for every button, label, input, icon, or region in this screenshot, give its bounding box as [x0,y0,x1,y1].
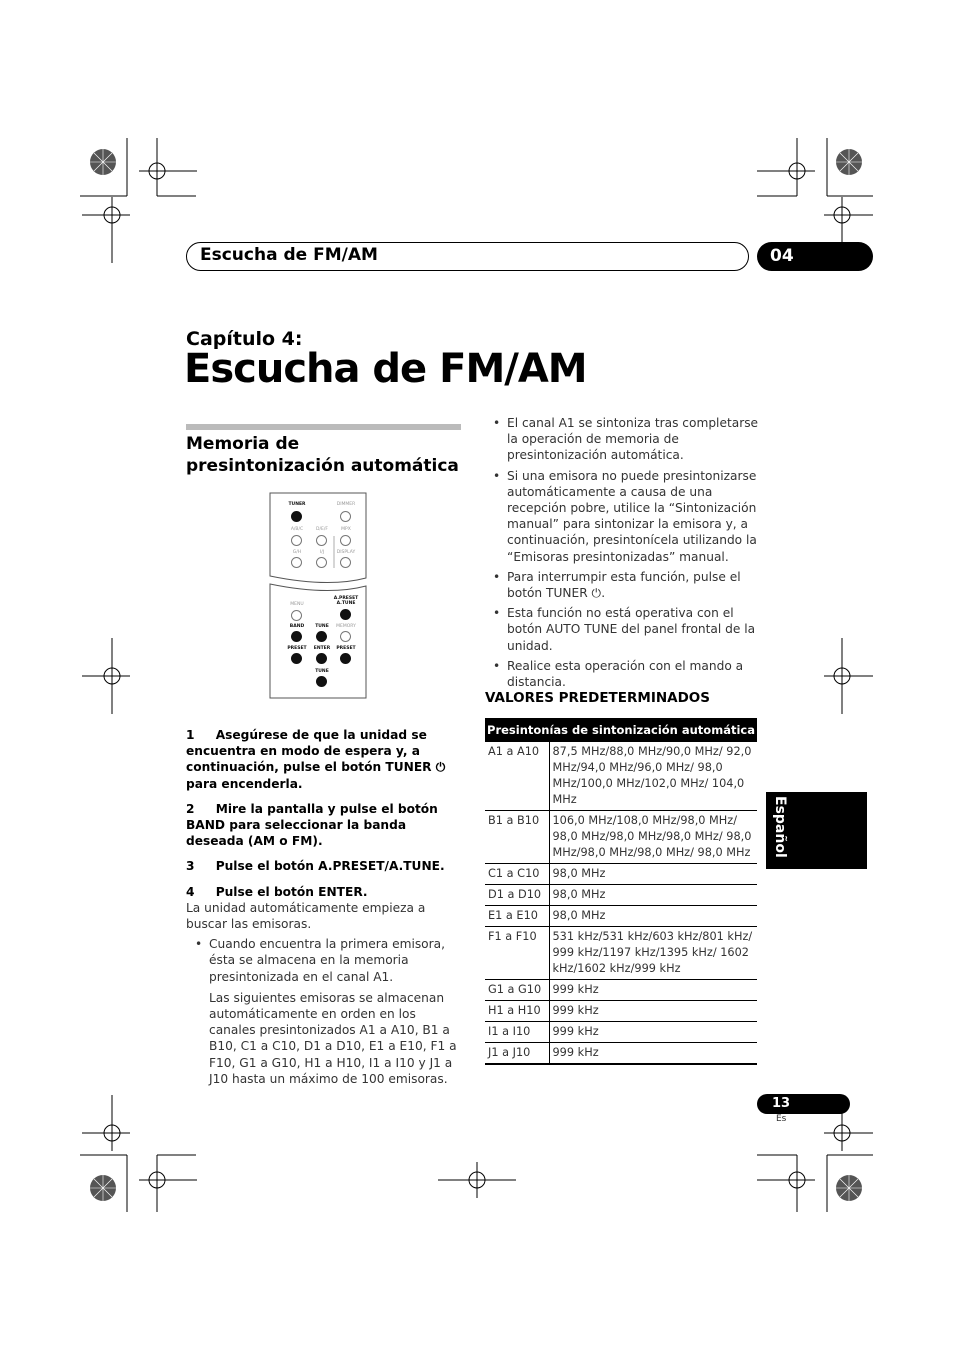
abc-button [291,535,302,546]
note-item: • Si una emisora no puede presintonizarse automáticamente a causa de una recepción pobre, utilice la “Sintonización manual” para sintonizar la emisora y, a continuación, presintonícela utilizando la “Emisoras presintonizadas” manual. [493,468,761,565]
preset-values: 98,0 MHz [549,906,757,927]
preset-range: A1 a A10 [485,742,549,811]
tune-up-button [316,631,327,642]
table-row [485,906,757,927]
remote-label: MENU [290,602,304,607]
preset-values: 106,0 MHz/108,0 MHz/98,0 MHz/ 98,0 MHz/98,0 MHz/98,0 MHz/ 98,0 MHz/98,0 MHz/98,0 MHz/ 98,0 MHz [549,811,757,864]
tuner-power-button [291,511,302,522]
table-row [485,864,757,885]
chapter-number-badge: 04 [757,242,873,271]
remote-label: I/J [319,550,325,555]
preset-values: 999 kHz [549,1001,757,1022]
chapter-label: Capítulo 4: [186,328,303,350]
preset-range: I1 a I10 [485,1022,549,1043]
step-4-bullet: • Cuando encuentra la primera emisora, ésta se almacena en la memoria presintonizada en el canal A1. [195,936,462,985]
gh-button [291,557,302,568]
table-row [485,811,757,864]
table-row [485,885,757,906]
preset-range: J1 a J10 [485,1043,549,1065]
display-button [340,557,351,568]
preset-range: H1 a H10 [485,1001,549,1022]
defaults-title: VALORES PREDETERMINADOS [485,690,710,706]
preset-range: G1 a G10 [485,980,549,1001]
table-row [485,1022,757,1043]
step-4-body: La unidad automáticamente empieza a buscar las emisoras. [186,900,426,932]
section-title: Memoria de presintonización automática [186,434,459,476]
table-row [485,1043,757,1065]
preset-right-button [340,653,351,664]
table-row [485,1001,757,1022]
remote-label: TUNE [315,669,329,674]
remote-label: A.PRESET A.TUNE [333,596,359,606]
section-rule [186,424,461,430]
remote-label: DIMMER [336,502,356,507]
remote-label: PRESET [287,646,307,651]
preset-range: F1 a F10 [485,927,549,980]
preset-range: C1 a C10 [485,864,549,885]
remote-label: A/B/C [290,527,304,532]
mpx-button [340,535,351,546]
preset-values: 87,5 MHz/88,0 MHz/90,0 MHz/ 92,0 MHz/94,0 MHz/96,0 MHz/ 98,0 MHz/100,0 MHz/102,0 MHz/ 104,0 MHz [549,742,757,811]
preset-values: 999 kHz [549,980,757,1001]
step-1: 1 Asegúrese de que la unidad se encuentra en modo de espera y, a continuación, pulse el botón TUNER ⏻ para encenderla. [186,728,446,791]
steps-column [186,727,462,1087]
page-language-code: Es [776,1114,787,1124]
remote-label: TUNER [288,502,306,507]
remote-label: TUNE [315,624,329,629]
preset-values: 531 kHz/531 kHz/603 kHz/801 kHz/ 999 kHz/1197 kHz/1395 kHz/ 1602 kHz/1602 kHz/999 kHz [549,927,757,980]
remote-label: DISPLAY [336,550,356,555]
preset-range: E1 a E10 [485,906,549,927]
notes-list [493,415,761,690]
def-button [316,535,327,546]
remote-label: D/E/F [316,527,328,532]
note-item: • Esta función no está operativa con el botón AUTO TUNE del panel frontal de la unidad. [493,605,761,654]
step-4-note: Las siguientes emisoras se almacenan automáticamente en orden en los canales presintonizados A1 a A10, B1 a B10, C1 a C10, D1 a D10, E1 a E10, F1 a F10, G1 a G10, H1 a H10, I1 a I10 y J1 a J10 hasta un máximo de 100 emisoras. [209,990,457,1086]
preset-left-button [291,653,302,664]
preset-values: 999 kHz [549,1022,757,1043]
tune-down-button [316,676,327,687]
note-item: • El canal A1 se sintoniza tras completarse la operación de memoria de presintonización automática. [493,415,761,464]
page-number: 13 [757,1094,850,1114]
language-tab-label: Español [772,796,788,858]
remote-label: PRESET [336,646,356,651]
table-row [485,980,757,1001]
table-header: Presintonías de sintonización automática [485,718,757,742]
table-row [485,927,757,980]
note-item: • Para interrumpir esta función, pulse el botón TUNER ⏻. [493,569,761,601]
table-row [485,742,757,811]
preset-range: B1 a B10 [485,811,549,864]
step-3: 3 Pulse el botón A.PRESET/A.TUNE. [186,859,445,874]
memory-button [340,631,351,642]
menu-button [291,610,302,621]
remote-label: G/H [292,550,302,555]
enter-button [316,653,327,664]
preset-values: 98,0 MHz [549,885,757,906]
remote-label: ENTER [313,646,331,651]
presets-table [485,718,757,1065]
preset-values: 98,0 MHz [549,864,757,885]
preset-values: 999 kHz [549,1043,757,1065]
chapter-title: Escucha de FM/AM [184,346,587,392]
remote-label: MEMORY [336,624,356,629]
remote-label: BAND [289,624,305,629]
preset-range: D1 a D10 [485,885,549,906]
header-title: Escucha de FM/AM [200,245,378,265]
remote-label: MPX [341,527,351,532]
note-item: • Realice esta operación con el mando a distancia. [493,658,761,690]
step-4: 4 Pulse el botón ENTER. [186,884,368,899]
ij-button [316,557,327,568]
band-button [291,631,302,642]
dimmer-button [340,511,351,522]
apreset-atune-button [340,609,351,620]
step-2: 2 Mire la pantalla y pulse el botón BAND para seleccionar la banda deseada (AM o FM). [186,801,438,849]
remote-control-illustration [268,492,368,699]
